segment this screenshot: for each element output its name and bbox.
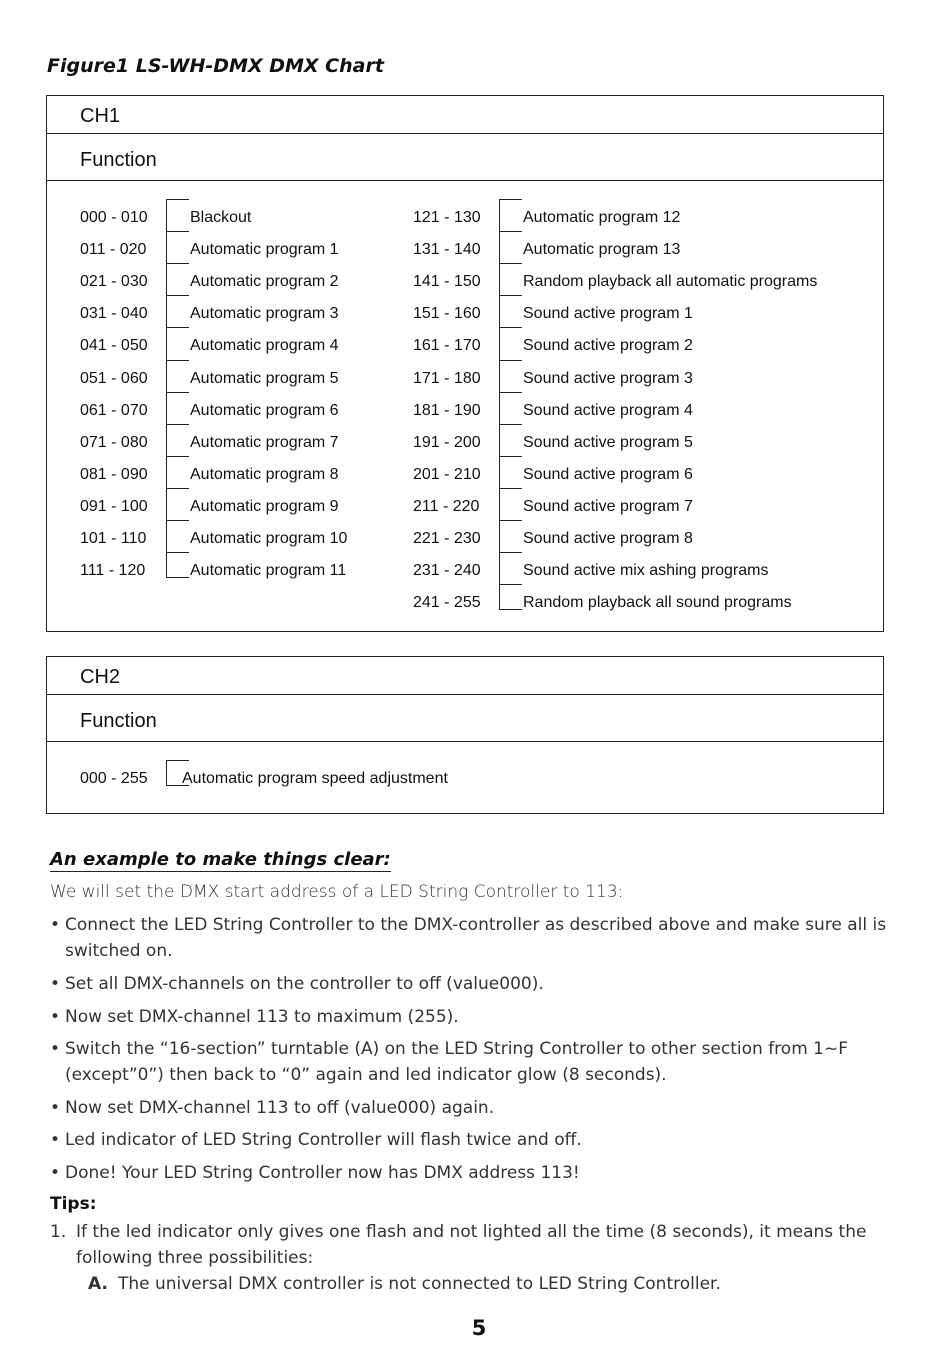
dmx-range: 081 - 090 [80,465,148,483]
bullet-dot: • [50,1007,61,1027]
bullet-item [50,1004,910,1030]
bracket-line [166,263,189,296]
dmx-function: Automatic program 5 [190,369,339,387]
dmx-range: 111 - 120 [80,562,146,580]
dmx-function: Random playback all automatic programs [523,273,818,291]
dmx-range: 121 - 130 [413,209,481,226]
bracket-line [499,327,522,360]
dmx-function: Automatic program 10 [190,530,348,547]
bracket-line [499,263,522,296]
bullet-text: Set all DMX-channels on the controller to off (value000). [65,974,544,994]
dmx-entry [413,402,853,426]
dmx-entry [413,241,853,265]
dmx-function: Automatic program 6 [190,401,339,419]
dmx-range: 221 - 230 [413,530,481,547]
bracket-line [166,552,189,578]
dmx-function: Blackout [190,209,252,226]
bullet-dot: • [50,915,61,935]
dmx-function: Automatic program 7 [190,433,339,451]
dmx-range: 000 - 255 [80,770,148,787]
bracket-line [499,199,522,232]
dmx-entry [80,370,380,394]
bullet-item [50,1036,910,1088]
dmx-function: Automatic program 1 [190,241,339,259]
ch1-function-label: Function [47,134,883,181]
dmx-range: 091 - 100 [80,497,148,515]
dmx-entry [413,273,853,297]
dmx-range: 181 - 190 [413,401,481,419]
dmx-range: 041 - 050 [80,337,148,355]
bullet-text: Now set DMX-channel 113 to maximum (255). [65,1007,459,1027]
bullet-item [50,971,910,997]
bullet-text: Switch the “16-section” turntable (A) on the LED String Controller to other section from 1~F (except”0”) then back to “0” again and led indicator glow (8 seconds). [65,1039,849,1085]
tip-text: If the led indicator only gives one flash and not lighted all the time (8 seconds), it means the following three possibilities: [76,1222,867,1268]
dmx-entry [80,337,380,361]
bullet-dot: • [50,974,61,994]
dmx-function: Sound active program 1 [523,305,693,323]
example-intro: We will set the DMX start address of a LED String Controller to 113: [50,882,624,902]
bracket-line [166,295,189,328]
dmx-entry [413,305,853,329]
tip-sub-letter: A. [88,1274,108,1294]
dmx-entry [80,305,380,329]
dmx-entry [80,530,380,554]
bullet-item [50,1095,910,1121]
tips-label: Tips: [50,1194,97,1214]
dmx-entry [413,466,853,490]
tip-number: 1. [50,1222,67,1242]
dmx-function: Sound active program 3 [523,369,693,387]
ch1-channel-label: CH1 [47,96,883,134]
page-number: 5 [471,1316,487,1340]
dmx-function: Sound active mix ashing programs [523,562,769,580]
dmx-range: 191 - 200 [413,433,481,451]
bullet-text: Done! Your LED String Controller now has DMX address 113! [65,1163,580,1183]
example-heading: An example to make things clear: [50,849,391,870]
dmx-range: 101 - 110 [80,530,147,547]
dmx-range: 161 - 170 [413,337,481,355]
dmx-function: Automatic program 9 [190,497,339,515]
dmx-range: 051 - 060 [80,369,148,387]
dmx-range: 231 - 240 [413,562,481,580]
tip-sub-text: The universal DMX controller is not connected to LED String Controller. [117,1274,721,1294]
ch2-table [46,656,884,814]
dmx-function: Sound active program 2 [523,337,693,355]
bracket-line [499,231,522,264]
dmx-entry [413,209,853,233]
dmx-range: 241 - 255 [413,594,481,612]
bracket-line [499,295,522,328]
bracket-line [499,488,522,521]
dmx-function: Automatic program speed adjustment [182,770,448,787]
ch2-function-label: Function [47,695,883,742]
dmx-entry [413,370,853,394]
bracket-line [166,424,189,457]
figure-title: Figure1 LS-WH-DMX DMX Chart [47,55,384,77]
bullet-text: Connect the LED String Controller to the DMX-controller as described above and make sure all is switched on. [65,915,887,961]
dmx-function: Sound active program 7 [523,497,693,515]
dmx-function: Automatic program 4 [190,337,339,355]
bullet-item [50,1127,910,1153]
dmx-function: Automatic program 3 [190,305,339,323]
bracket-line [166,231,189,264]
dmx-range: 201 - 210 [413,465,481,483]
bracket-line [499,584,522,610]
bullet-dot: • [50,1130,61,1150]
dmx-range: 211 - 220 [413,497,480,515]
dmx-range: 011 - 020 [80,241,147,259]
bracket-line [166,456,189,489]
dmx-entry [413,337,853,361]
dmx-entry [413,498,853,522]
dmx-entry [80,434,380,458]
bullet-text: Led indicator of LED String Controller will flash twice and off. [65,1130,582,1150]
bullet-dot: • [50,1098,61,1118]
dmx-entry [80,241,380,265]
bullet-item [50,1160,910,1186]
dmx-entry [80,402,380,426]
ch2-channel-label: CH2 [47,657,883,695]
dmx-range: 061 - 070 [80,401,148,419]
dmx-entry [80,466,380,490]
dmx-range: 131 - 140 [413,241,481,259]
dmx-range: 151 - 160 [413,305,481,323]
bullet-dot: • [50,1163,61,1183]
dmx-entry [80,562,380,586]
dmx-function: Automatic program 11 [190,562,347,580]
dmx-range: 141 - 150 [413,273,481,291]
bracket-line [499,392,522,425]
dmx-function: Random playback all sound programs [523,594,792,612]
bracket-line [499,424,522,457]
dmx-entry [80,209,380,233]
bracket-line [499,360,522,393]
dmx-function: Sound active program 4 [523,401,693,419]
dmx-function: Automatic program 12 [523,209,681,226]
tip-item [50,1219,910,1271]
bracket-line [166,327,189,360]
dmx-function: Sound active program 8 [523,530,693,547]
dmx-range: 031 - 040 [80,305,148,323]
dmx-function: Automatic program 13 [523,241,681,259]
bracket-line [499,520,522,553]
bracket-line [166,360,189,393]
dmx-function: Sound active program 6 [523,465,693,483]
bracket-line [499,552,522,585]
dmx-entry [80,273,380,297]
bracket-line [166,392,189,425]
bracket-line [166,488,189,521]
tip-sub-item [88,1271,721,1297]
dmx-entry [413,530,853,554]
bullet-item [50,912,910,964]
dmx-entry [413,594,853,618]
dmx-function: Automatic program 2 [190,273,339,291]
dmx-function: Sound active program 5 [523,433,693,451]
dmx-entry [80,770,580,794]
dmx-range: 071 - 080 [80,433,148,451]
bracket-line [166,520,189,553]
dmx-range: 021 - 030 [80,273,148,291]
bracket-line [166,199,189,232]
dmx-function: Automatic program 8 [190,465,339,483]
dmx-range: 171 - 180 [413,369,481,387]
bullet-dot: • [50,1039,61,1059]
dmx-entry [413,434,853,458]
bullet-text: Now set DMX-channel 113 to off (value000) again. [65,1098,495,1118]
bracket-line [499,456,522,489]
ch1-table [46,95,884,632]
dmx-entry [80,498,380,522]
dmx-entry [413,562,853,586]
dmx-range: 000 - 010 [80,209,148,226]
